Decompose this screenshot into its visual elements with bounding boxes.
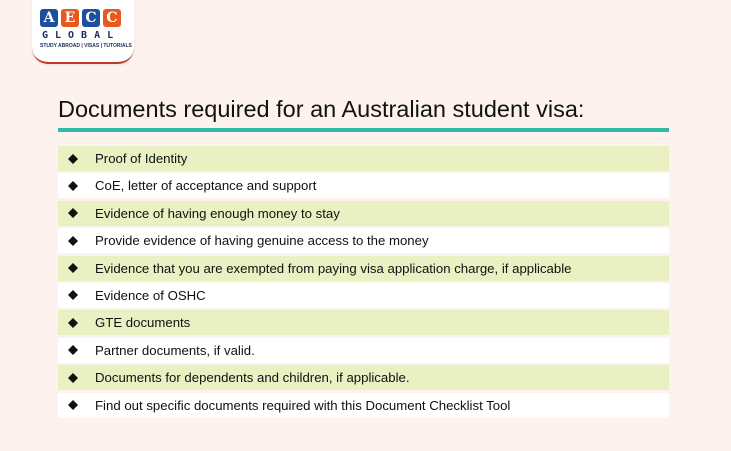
list-item (58, 310, 669, 335)
list-item (58, 365, 669, 390)
diamond-bullet-icon (68, 345, 78, 355)
logo-letter-c1: C (82, 9, 100, 27)
diamond-bullet-icon (68, 318, 78, 328)
list-item (58, 338, 669, 363)
diamond-bullet-icon (68, 373, 78, 383)
diamond-bullet-icon (68, 400, 78, 410)
diamond-bullet-icon (68, 236, 78, 246)
list-item-text: Proof of Identity (95, 151, 188, 166)
logo-tagline: STUDY ABROAD | VISAS | TUTORIALS (40, 43, 132, 49)
list-item-text: Find out specific documents required with this Document Checklist Tool (95, 397, 511, 413)
list-item (58, 256, 669, 281)
documents-list (58, 146, 669, 420)
logo-letter-c2: C (103, 9, 121, 27)
list-item-text: Documents for dependents and children, if applicable. (95, 370, 410, 386)
logo-letter-a: A (40, 9, 58, 27)
logo-letter-e: E (61, 9, 79, 27)
diamond-bullet-icon (68, 290, 78, 300)
list-item-text: Partner documents, if valid. (95, 342, 255, 358)
list-item (58, 228, 669, 253)
list-item-text: Evidence of OSHC (95, 287, 206, 303)
list-item-text: Provide evidence of having genuine access to the money (95, 233, 429, 249)
list-item-text: GTE documents (95, 315, 191, 331)
logo-wordmark: GLOBAL (42, 30, 121, 41)
list-item (58, 173, 669, 198)
diamond-bullet-icon (68, 181, 78, 191)
page-title: Documents required for an Australian student visa: (58, 96, 585, 122)
list-item-text: Evidence that you are exempted from paying visa application charge, if applicable (95, 260, 572, 276)
title-underline (58, 128, 669, 132)
list-item (58, 393, 669, 418)
brand-logo (32, 0, 134, 64)
diamond-bullet-icon (68, 154, 78, 164)
list-item (58, 283, 669, 308)
list-item-text: CoE, letter of acceptance and support (95, 178, 317, 194)
list-item (58, 201, 669, 226)
list-item (58, 146, 669, 171)
list-item-text: Evidence of having enough money to stay (95, 205, 340, 221)
diamond-bullet-icon (68, 263, 78, 273)
logo-letters (40, 9, 121, 27)
diamond-bullet-icon (68, 208, 78, 218)
